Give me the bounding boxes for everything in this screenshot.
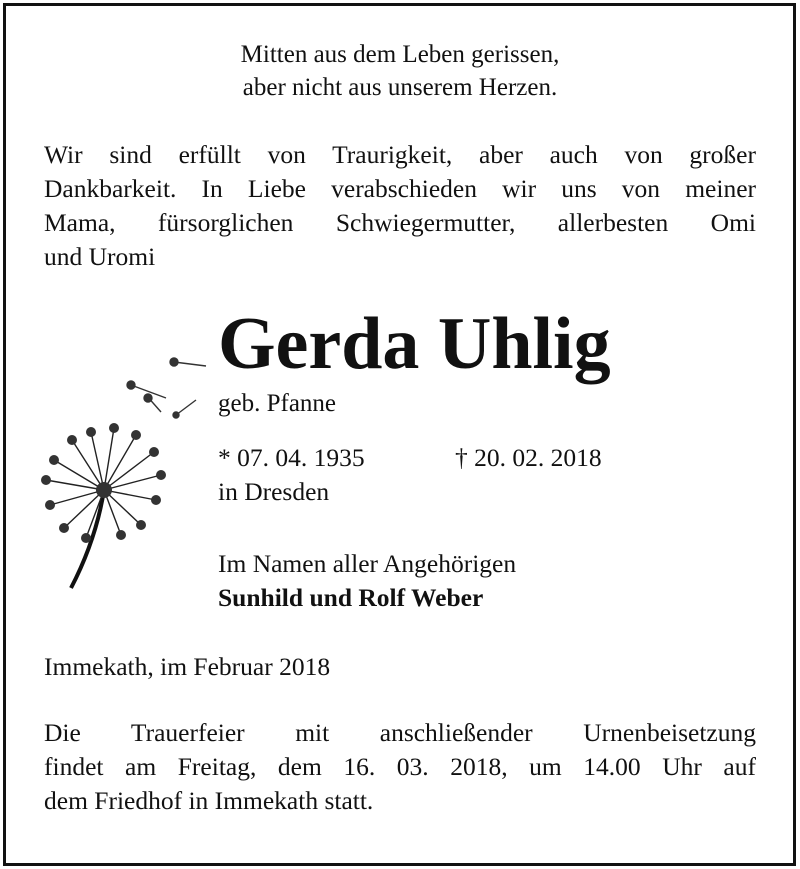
- motto-line-2: aber nicht aus unserem Herzen.: [242, 74, 558, 101]
- dateline: Immekath, im Februar 2018: [44, 652, 331, 681]
- deceased-name: Gerda Uhlig: [218, 303, 611, 385]
- motto: [0, 38, 800, 104]
- intro-line-3: Mama, fürsorglichen Schwiegermutter, allerbesten Omi: [44, 208, 756, 237]
- funeral-line-1: Die Trauerfeier mit anschließender Urnenbeisetzung: [44, 718, 756, 747]
- birth-date: * 07. 04. 1935: [218, 443, 365, 472]
- funeral-line-3: dem Friedhof in Immekath statt.: [44, 786, 374, 815]
- funeral-line-2: findet am Freitag, dem 16. 03. 2018, um 14.00 Uhr auf: [44, 752, 756, 781]
- on-behalf-line: Im Namen aller Angehörigen: [218, 549, 517, 578]
- intro-line-2: Dankbarkeit. In Liebe verabschieden wir uns von meiner: [44, 174, 756, 203]
- intro-text: [44, 138, 756, 274]
- intro-line-4: und Uromi: [44, 242, 156, 271]
- family-signature: Sunhild und Rolf Weber: [218, 583, 484, 612]
- maiden-name: geb. Pfanne: [218, 390, 337, 417]
- funeral-notice: [44, 716, 756, 818]
- dandelion-icon: [36, 340, 216, 590]
- intro-line-1: Wir sind erfüllt von Traurigkeit, aber auch von großer: [44, 140, 756, 169]
- death-date: † 20. 02. 2018: [455, 443, 602, 472]
- motto-line-1: Mitten aus dem Leben gerissen,: [240, 41, 560, 68]
- birthplace: in Dresden: [218, 477, 330, 506]
